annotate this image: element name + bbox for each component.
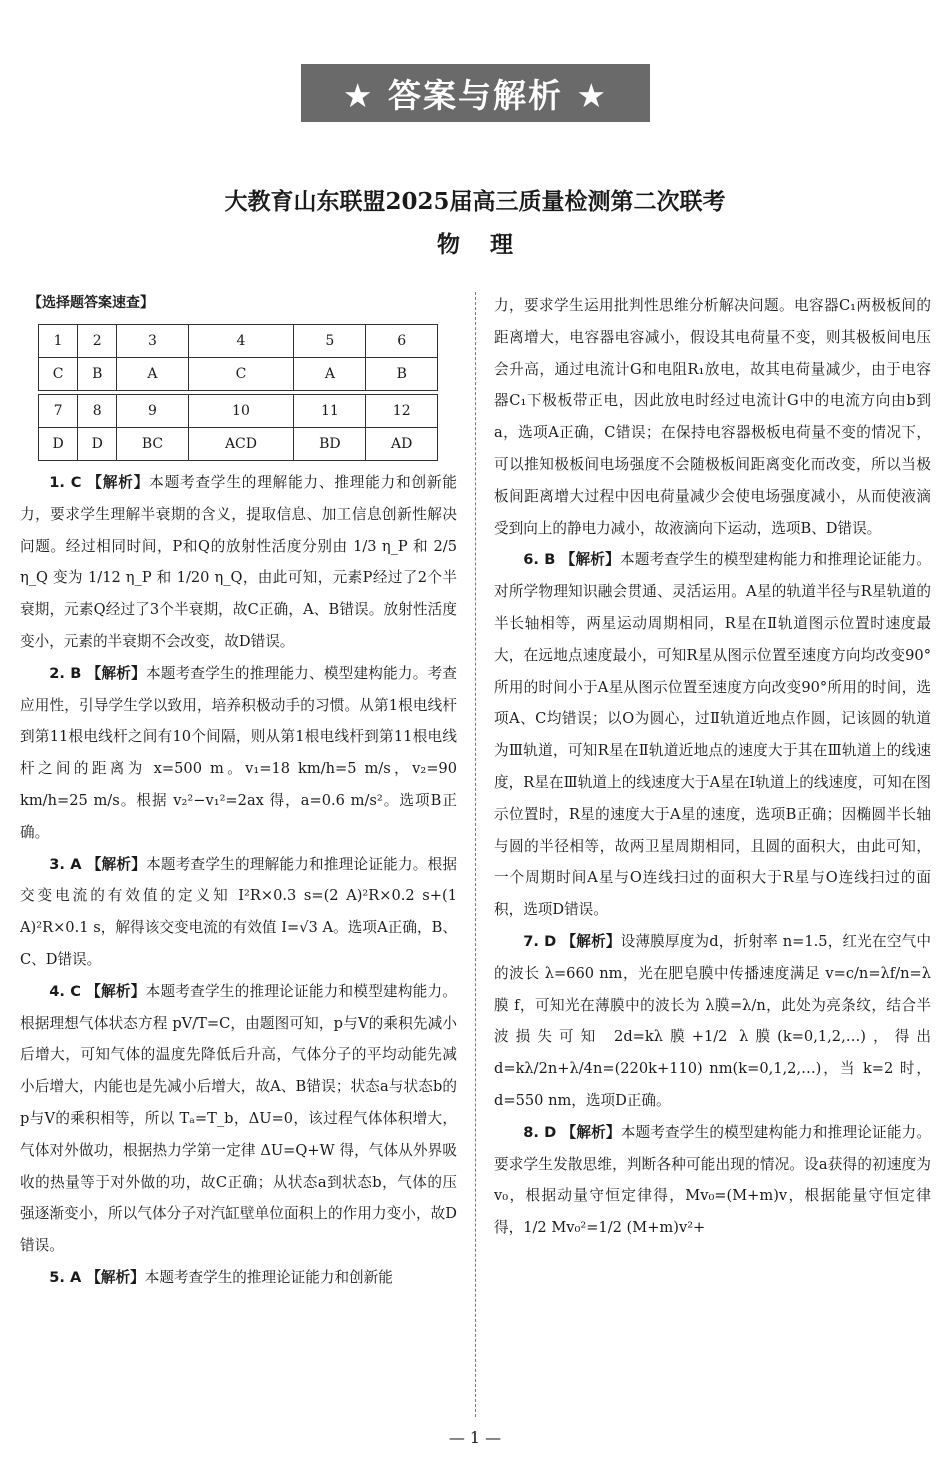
q5-label: 5. A 【解析】 (49, 1268, 145, 1286)
q6-text: 本题考查学生的模型建构能力和推理论证能力。对所学物理知识融会贯通、灵活运用。A星的轨道半径与R星轨道的半长轴相等，两星运动周期相同，R星在Ⅱ轨道图示位置时速度最大，在远地点速度最小，可知R星从图示位置至速度方向均改变90°所用的时间小于A星从图示位置至速度方向改变90°所用的时间，选项A、C均错误；以O为圆心，过Ⅱ轨道近地点作圆，记该圆的轨道为Ⅲ轨道，可知R星在Ⅱ轨道近地点的速度大于其在Ⅲ轨道上的线速度，R星在Ⅲ轨道上的线速度大于A星在Ⅰ轨道上的线速度，可知在图示位置时，R星的速度大于A星的速度，选项B正确；因椭圆半长轴与圆的半径相等，故两卫星周期相同，且圆的面积大，由此可知，一个周期时间A星与O连线扫过的面积大于R星与O连线扫过的面积，选项D错误。 (494, 551, 931, 919)
q7-label: 7. D 【解析】 (523, 932, 621, 950)
q3-text: 本题考查学生的理解能力和推理论证能力。根据交变电流的有效值的定义知 I²R×0.3 s=(2 A)²R×0.2 s+(1 A)²R×0.1 s，解得该交变电流的有效值 I=√3 A。选项A正确，B、C、D错误。 (20, 855, 457, 968)
table-cell: B (366, 358, 438, 391)
answer-q4 (20, 976, 457, 1262)
table-cell: BD (294, 428, 366, 461)
answer-q3 (20, 849, 457, 976)
table-cell: B (78, 358, 117, 391)
table-cell: ACD (188, 428, 294, 461)
table-cell: 1 (39, 325, 78, 358)
table-cell: 11 (294, 395, 366, 428)
table-cell: 5 (294, 325, 366, 358)
q6-label: 6. B 【解析】 (523, 551, 620, 569)
table-cell: 6 (366, 325, 438, 358)
q8-label: 8. D 【解析】 (523, 1123, 621, 1141)
answer-q5 (20, 1262, 457, 1294)
table-row (39, 428, 438, 461)
q2-text: 本题考查学生的推理能力、模型建构能力。考查应用性，引导学生学以致用，培养积极动手的习惯。从第1根电线杆到第11根电线杆之间有10个间隔，则从第1根电线杆到第11根电线杆之间的距离为 x=500 m。v₁=18 km/h=5 m/s，v₂=90 km/h=25 m/s。根据 v₂²−v₁²=2ax 得，a=0.6 m/s²。选项B正确。 (20, 664, 457, 841)
subject-title: 物理 (437, 231, 543, 258)
q4-label: 4. C 【解析】 (49, 982, 146, 1000)
q2-label: 2. B 【解析】 (49, 664, 146, 682)
table-cell: BC (117, 428, 188, 461)
answer-q7 (494, 926, 931, 1117)
table-cell: 10 (188, 395, 294, 428)
q3-label: 3. A 【解析】 (49, 855, 147, 873)
table-row (39, 395, 438, 428)
answer-q5-cont: 力，要求学生运用批判性思维分析解决问题。电容器C₁两极板间的距离增大，电容器电容减小，假设其电荷量不变，则其极板间电压会升高，通过电流计G和电阻R₁放电，故其电荷量减少，由于电容器C₁下极板带正电，因此放电时经过电流计G中的电流方向由b到a，选项A正确，C错误；在保持电容器极板电荷量不变的情况下，可以推知极板间电场强度不会随极板间距离变化而改变，所以当极板间距离增大过程中因电荷量减少会使电场强度减小，从而使液滴受到向上的静电力减小，故液滴向下运动，选项B、D错误。 (494, 297, 931, 537)
answer-banner: ★ 答案与解析 ★ (301, 64, 650, 122)
table-cell: C (39, 358, 78, 391)
q1-text: 本题考查学生的理解能力、推理能力和创新能力，要求学生理解半衰期的含义，提取信息、加工信息创新性解决问题。经过相同时间，P和Q的放射性活度分别由 1/3 η_P 和 2/5 η_Q 变为 1/12 η_P 和 1/20 η_Q，由此可知，元素P经过了2个半衰期，元素Q经过了3个半衰期，故C正确，A、B错误。放射性活度变小，元素的半衰期不会改变，故D错误。 (20, 474, 457, 650)
table-cell: A (117, 358, 188, 391)
table-cell: 9 (117, 395, 188, 428)
right-column (494, 290, 931, 1244)
table-cell: C (188, 358, 294, 391)
page-number: — 1 — (448, 1428, 502, 1447)
exam-title: 大教育山东联盟2025届高三质量检测第二次联考 (224, 188, 726, 215)
q7-text: 设薄膜厚度为d，折射率 n=1.5，红光在空气中的波长 λ=660 nm，光在肥皂膜中传播速度满足 v=c/n=λf/n=λ膜 f，可知光在薄膜中的波长为 λ膜=λ/n，此处为亮条纹，结合半波损失可知 2d=kλ膜+1/2 λ膜(k=0,1,2,…)，得出 d=kλ/2n+λ/4n=(220k+110) nm(k=0,1,2,…)，当 k=2 时，d=550 nm，选项D正确。 (494, 932, 931, 1109)
table-cell: AD (366, 428, 438, 461)
table-cell: 3 (117, 325, 188, 358)
answer-q8 (494, 1117, 931, 1244)
table-cell: 2 (78, 325, 117, 358)
table-cell: A (294, 358, 366, 391)
q5-text: 本题考查学生的推理论证能力和创新能 (144, 1268, 393, 1286)
left-column (20, 290, 457, 1294)
answer-q2 (20, 658, 457, 849)
answer-table (38, 324, 438, 461)
table-cell: D (39, 428, 78, 461)
table-row (39, 358, 438, 391)
q1-label: 1. C 【解析】 (49, 474, 150, 491)
table-cell: 8 (78, 395, 117, 428)
table-cell: 7 (39, 395, 78, 428)
q4-text: 本题考查学生的推理论证能力和模型建构能力。根据理想气体状态方程 pV/T=C，由题图可知，p与V的乘积先减小后增大，可知气体的温度先降低后升高，气体分子的平均动能先减小后增大，内能也是先减小后增大，故A、B错误；状态a与状态b的p与V的乘积相等，所以 Tₐ=T_b，ΔU=0，该过程气体体积增大，气体对外做功，根据热力学第一定律 ΔU=Q+W 得，气体从外界吸收的热量等于对外做的功，故C正确；从状态a到状态b，气体的压强逐渐变小，所以气体分子对汽缸壁单位面积上的作用力变小，故D错误。 (20, 982, 457, 1255)
answer-q6 (494, 544, 931, 926)
table-cell: 4 (188, 325, 294, 358)
q8-text: 本题考查学生的模型建构能力和推理论证能力。要求学生发散思维，判断各种可能出现的情况。设a获得的初速度为 v₀，根据动量守恒定律得，Mv₀=(M+m)v，根据能量守恒定律得，1/2 Mv₀²=1/2 (M+m)v²+ (494, 1123, 931, 1237)
quick-check-title: 【选择题答案速查】 (28, 295, 154, 311)
column-divider (475, 292, 476, 1417)
table-cell: 12 (366, 395, 438, 428)
table-cell: D (78, 428, 117, 461)
answer-q1 (20, 467, 457, 658)
table-row (39, 325, 438, 358)
